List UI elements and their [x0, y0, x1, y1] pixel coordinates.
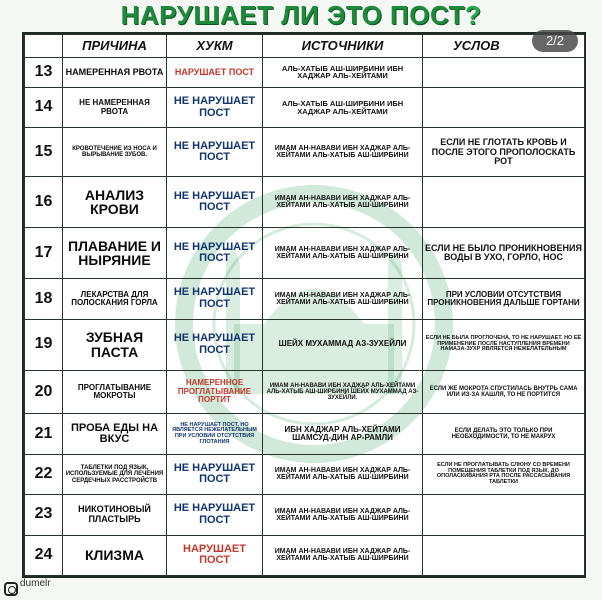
row-hukm: НЕ НАРУШАЕТ ПОСТ — [167, 128, 263, 177]
row-sources: ИМАМ АН-НАВАВИ ИБН ХАДЖАР АЛЬ-ХЕЙТАМИ АЛЬ-ХАТЫБ АШ-ШИРБИНИ — [263, 495, 423, 535]
row-reason: НАМЕРЕННАЯ РВОТА — [63, 58, 167, 88]
row-reason: КЛИЗМА — [63, 535, 167, 575]
row-reason: НЕ НАМЕРЕННАЯ РВОТА — [63, 87, 167, 127]
row-hukm: НЕ НАРУШАЕТ ПОСТ — [167, 177, 263, 228]
row-reason: ЗУБНАЯ ПАСТА — [63, 319, 167, 370]
table-row — [25, 370, 585, 414]
row-reason: ЛЕКАРСТВА ДЛЯ ПОЛОСКАНИЯ ГОРЛА — [63, 279, 167, 319]
table-row — [25, 454, 585, 494]
instagram-icon — [4, 582, 18, 596]
row-hukm: НАРУШАЕТ ПОСТ — [167, 535, 263, 575]
row-conditions — [423, 87, 585, 127]
table-row — [25, 177, 585, 228]
title-question-mark: ? — [464, 0, 482, 30]
row-sources: ИМАМ АН-НАВАВИ ИБН ХАДЖАР АЛЬ-ХЕЙТАМИ АЛЬ-ХАТЫБ АШ-ШИРБИНИ — [263, 535, 423, 575]
row-sources: ИМАМ АН-НАВАВИ ИБН ХАДЖАР АЛЬ-ХЕЙТАМИ АЛЬ-ХАТЫБ АШ-ШИРБИНИ — [263, 128, 423, 177]
row-number: 17 — [25, 228, 63, 279]
row-hukm: НЕ НАРУШАЕТ ПОСТ — [167, 87, 263, 127]
row-conditions: ЕСЛИ ДЕЛАТЬ ЭТО ТОЛЬКО ПРИ НЕОБХОДИМОСТИ, ТО НЕ МАКРУХ — [423, 414, 585, 454]
table-row — [25, 414, 585, 454]
row-number: 16 — [25, 177, 63, 228]
row-hukm: НЕ НАРУШАЕТ ПОСТ — [167, 228, 263, 279]
row-hukm: НЕ НАРУШАЕТ ПОСТ, НО ЯВЛЯЕТСЯ НЕЖЕЛАТЕЛЬНЫМ ПРИ УСЛОВИИ ОТСУТСТВИЯ ГЛОТАНИЯ — [167, 414, 263, 454]
row-reason: ПРОГЛАТЫВАНИЕ МОКРОТЫ — [63, 370, 167, 414]
row-number: 19 — [25, 319, 63, 370]
rulings-table — [24, 34, 585, 576]
row-number: 14 — [25, 87, 63, 127]
page-counter-badge: 2/2 — [532, 30, 578, 52]
row-sources: ИМАМ АН-НАВАВИ ИБН ХАДЖАР АЛЬ-ХЕЙТАМИ АЛЬ-ХАТЫБ АШ-ШИРБИНИ — [263, 228, 423, 279]
row-sources: ШЕЙХ МУХАММАД АЗ-ЗУХЕЙЛИ — [263, 319, 423, 370]
instagram-handle: dumelr — [20, 578, 51, 589]
row-number: 21 — [25, 414, 63, 454]
table-row — [25, 495, 585, 535]
header-sources: ИСТОЧНИКИ — [263, 35, 423, 58]
title-text: НАРУШАЕТ ЛИ ЭТО ПОСТ — [120, 0, 465, 30]
row-reason: ТАБЛЕТКИ ПОД ЯЗЫК, ИСПОЛЬЗУЕМЫЕ ДЛЯ ЛЕЧЕНИЯ СЕРДЕЧНЫХ РАССТРОЙСТВ — [63, 454, 167, 494]
table-row — [25, 228, 585, 279]
row-reason: НИКОТИНОВЫЙ ПЛАСТЫРЬ — [63, 495, 167, 535]
row-reason: ПРОБА ЕДЫ НА ВКУС — [63, 414, 167, 454]
table-row — [25, 535, 585, 575]
row-sources: ИМАМ АН-НАВАВИ ИБН ХАДЖАР АЛЬ-ХЕЙТАМИ АЛЬ-ХАТЫБ АШ-ШИРБИНИ — [263, 454, 423, 494]
row-conditions: ЕСЛИ НЕ БЫЛА ПРОГЛОЧЕНА, ТО НЕ НАРУШАЕТ. НО ЕЁ ПРИМЕНЕНИЕ ПОСЛЕ НАСТУПЛЕНИЯ ВРЕМЕНИ НАМАЗА-ЗУХР ЯВЛЯЕТСЯ НЕЖЕЛАТЕЛЬНЫМ — [423, 319, 585, 370]
table-header-row — [25, 35, 585, 58]
table-row — [25, 58, 585, 88]
row-hukm: НЕ НАРУШАЕТ ПОСТ — [167, 319, 263, 370]
row-sources: ИБН ХАДЖАР АЛЬ-ХЕЙТАМИ ШАМСУД-ДИН АР-РАМЛИ — [263, 414, 423, 454]
row-sources: АЛЬ-ХАТЫБ АШ-ШИРБИНИ ИБН ХАДЖАР АЛЬ-ХЕЙТАМИ — [263, 87, 423, 127]
header-conditions: УСЛОВ — [423, 35, 585, 58]
row-number: 22 — [25, 454, 63, 494]
table-row — [25, 279, 585, 319]
row-conditions: ЕСЛИ НЕ ПРОГЛАТЫВАТЬ СЛЮНУ СО ВРЕМЕНИ ПОМЕЩЕНИЯ ТАБЛЕТКИ ПОД ЯЗЫК, ДО ОПОЛАСКИВАНИЯ РТА ПОСЛЕ РАССАСЫВАНИЯ ТАБЛЕТКИ — [423, 454, 585, 494]
row-reason: КРОВОТЕЧЕНИЕ ИЗ НОСА И ВЫРЫВАНИЕ ЗУБОВ. — [63, 128, 167, 177]
row-number: 13 — [25, 58, 63, 88]
row-conditions: ЕСЛИ ЖЕ МОКРОТА СПУСТИЛАСЬ ВНУТРЬ САМА ИЛИ ИЗ-ЗА КАШЛЯ, ТО НЕ ПОРТИТСЯ — [423, 370, 585, 414]
header-reason: ПРИЧИНА — [63, 35, 167, 58]
row-hukm: НАМЕРЕННОЕ ПРОГЛАТЫВАНИЕ ПОРТИТ — [167, 370, 263, 414]
row-hukm: НАРУШАЕТ ПОСТ — [167, 58, 263, 88]
row-conditions — [423, 535, 585, 575]
row-number: 18 — [25, 279, 63, 319]
row-sources: ИМАМ АН-НАВАВИ ИБН ХАДЖАР АЛЬ-ХЕЙТАМИ АЛЬ-ХАТЫБ АШ-ШИРБИНИ — [263, 177, 423, 228]
row-sources: ИМАМ АН-НАВАВИ ИБН ХАДЖАР АЛЬ-ХЕЙТАМИ АЛЬ-ХАТЫБ АШ-ШИРБИНИ ШЕЙХ МУХАММАД АЗ-ЗУХЕЙЛИ. — [263, 370, 423, 414]
row-number: 23 — [25, 495, 63, 535]
table-row — [25, 87, 585, 127]
row-sources: АЛЬ-ХАТЫБ АШ-ШИРБИНИ ИБН ХАДЖАР АЛЬ-ХЕЙТАМИ — [263, 58, 423, 88]
row-number: 15 — [25, 128, 63, 177]
row-reason: АНАЛИЗ КРОВИ — [63, 177, 167, 228]
row-hukm: НЕ НАРУШАЕТ ПОСТ — [167, 454, 263, 494]
header-hukm: ХУКМ — [167, 35, 263, 58]
page-title — [0, 0, 602, 30]
row-conditions — [423, 58, 585, 88]
row-reason: ПЛАВАНИЕ И НЫРЯНИЕ — [63, 228, 167, 279]
row-number: 20 — [25, 370, 63, 414]
row-conditions: ЕСЛИ НЕ ГЛОТАТЬ КРОВЬ И ПОСЛЕ ЭТОГО ПРОПОЛОСКАТЬ РОТ — [423, 128, 585, 177]
table-row — [25, 128, 585, 177]
row-conditions — [423, 495, 585, 535]
row-sources: ИМАМ АН-НАВАВИ ИБН ХАДЖАР АЛЬ-ХЕЙТАМИ АЛЬ-ХАТЫБ АШ-ШИРБИНИ — [263, 279, 423, 319]
row-conditions — [423, 177, 585, 228]
header-number — [25, 35, 63, 58]
row-number: 24 — [25, 535, 63, 575]
table-row — [25, 319, 585, 370]
row-hukm: НЕ НАРУШАЕТ ПОСТ — [167, 495, 263, 535]
row-conditions: ПРИ УСЛОВИИ ОТСУТСТВИЯ ПРОНИКНОВЕНИЯ ДАЛЬШЕ ГОРТАНИ — [423, 279, 585, 319]
row-hukm: НЕ НАРУШАЕТ ПОСТ — [167, 279, 263, 319]
rulings-table-container — [22, 32, 586, 578]
row-conditions: ЕСЛИ НЕ БЫЛО ПРОНИКНОВЕНИЯ ВОДЫ В УХО, ГОРЛО, НОС — [423, 228, 585, 279]
